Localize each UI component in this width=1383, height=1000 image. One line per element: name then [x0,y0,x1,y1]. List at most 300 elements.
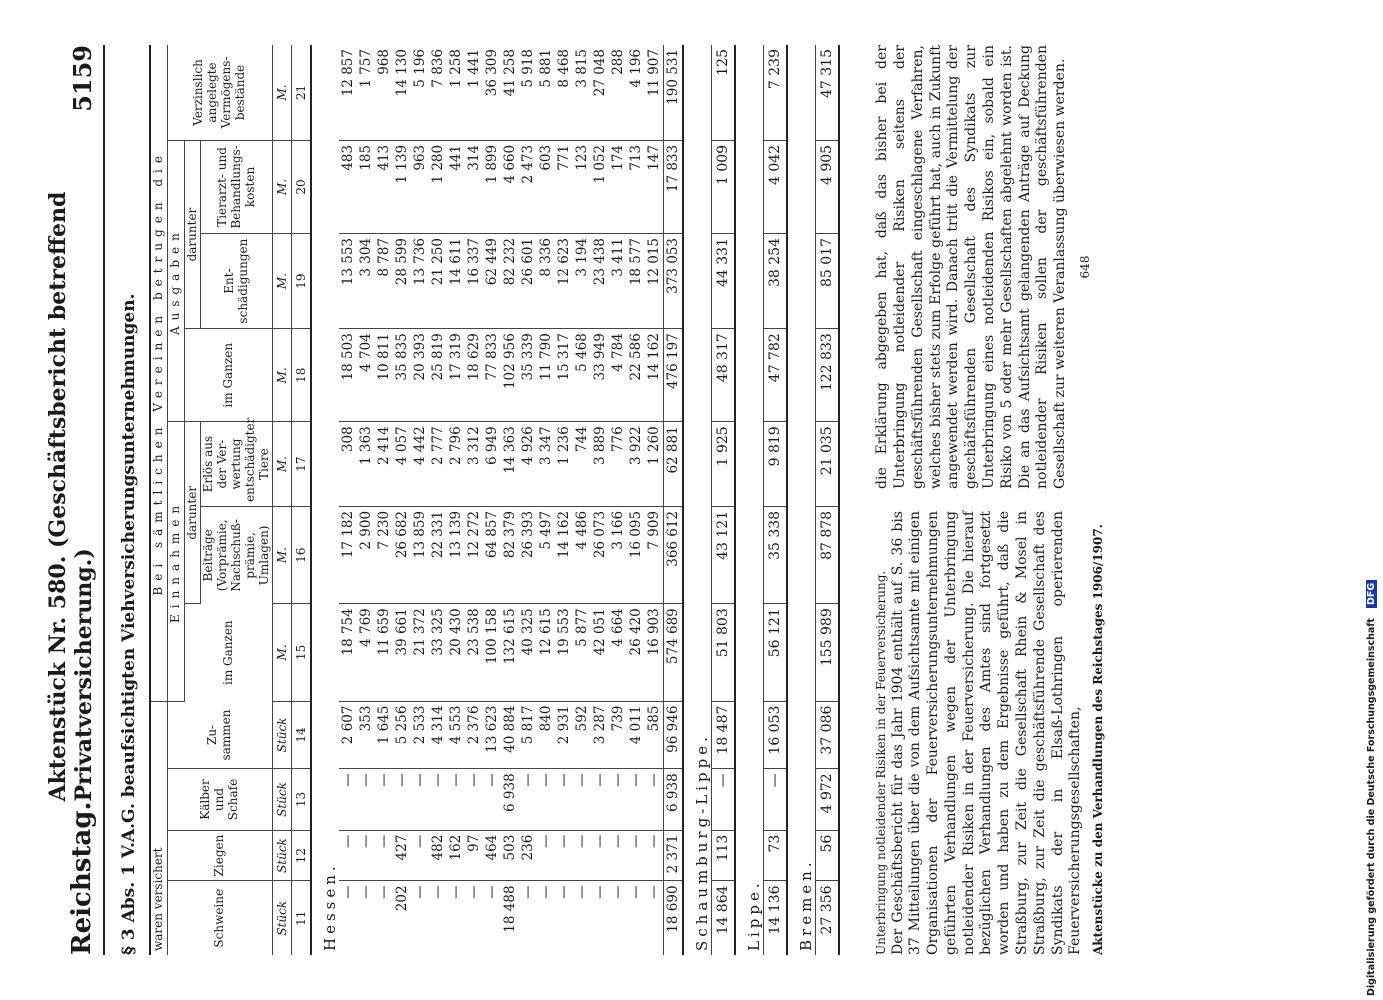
table-cell: 22 331 [429,506,447,603]
table-cell: 1 757 [357,45,375,140]
table-cell: 4 486 [573,506,591,603]
header-versichert: waren versichert [150,701,167,955]
table-cell: 12 623 [555,233,573,328]
table-cell: 42 051 [591,604,609,701]
table-cell: 1 899 [483,140,501,233]
statistics-table [149,45,840,955]
paragraph-right: die Erklärung abgegeben hat, daß das bisher bei der Unterbringung notleidender Risiken seitens der geschäftsführenden Gesellschaft eingeschlagene Verfahren, welches bisher stets zum Erfolge geführt hat, auch in Zukunft angewendet werden wird. Danach tritt die Vermittelung der geschäftsführenden Gesellschaft des Syndikats zur Unterbringung eines notleidenden Risikos ein, sobald ein Risiko von 5 oder mehr Gesellschaften abgelehnt worden ist. Die an das Aufsichtsamt gelangenden Anträge auf Deckung notleidender Risiken sollen der geschäftsführenden Gesellschaft zur weiteren Veranlassung überwiesen werden. [874,45,1069,489]
unit-cell: M. [273,604,292,701]
table-cell: — [556,885,573,899]
table-cell: 47 315 [816,45,840,140]
table-cell: 13 736 [411,233,429,328]
table-cell: 47 782 [764,329,788,422]
table-cell: 56 121 [764,604,788,701]
table-cell: — [610,885,627,899]
table-row [501,45,519,955]
table-cell: — [411,769,429,830]
table-row [712,45,736,955]
table-cell: 11 907 [645,45,664,140]
table-cell: 22 586 [627,329,645,422]
table-cell: 23 538 [465,604,483,701]
table-cell: 15 [292,604,312,701]
table-cell: 35 835 [393,329,411,422]
table-cell: 25 819 [429,329,447,422]
table-cell: 592 [573,701,591,769]
table-cell: 1 280 [429,140,447,233]
table-cell: 7 239 [764,45,788,140]
table-cell: 51 803 [712,604,736,701]
table-cell: 968 [375,45,393,140]
unit-cell: M. [273,329,292,422]
table-cell: — [430,885,447,899]
table-cell: 1 236 [555,422,573,507]
section-title: § 3 Abs. 1 V.A.G. beaufsichtigten Viehversicherungsunternehmungen. [119,293,139,955]
table-cell: — [573,830,591,881]
table-cell: 1 052 [591,140,609,233]
header-verzinslich: Verzinslich angelegte Vermögens- bestände [167,45,273,140]
table-cell: 18 487 [712,701,736,769]
table-cell: — [591,769,609,830]
header-einnahmen-darunter: darunter [184,422,201,604]
table-cell: 574 689 [664,604,684,701]
table-cell: 102 956 [501,329,519,422]
table-cell: 288 [609,45,627,140]
table-cell: 43 121 [712,506,736,603]
table-cell: 5 918 [519,45,537,140]
table-cell: — [357,830,375,881]
table-cell: 123 [573,140,591,233]
table-cell: 13 859 [411,506,429,603]
table-cell: 366 612 [664,506,684,603]
table-cell: — [628,885,645,899]
table-cell: 17 182 [339,506,357,603]
table-cell: — [712,769,736,830]
table-cell: — [591,830,609,881]
table-cell: 6 938 [501,769,519,830]
table-cell: 2 777 [429,422,447,507]
table-cell: 2 796 [447,422,465,507]
table-cell: 14 136 [764,881,788,955]
unit-cell: Stück [273,769,292,830]
table-cell: 11 659 [375,604,393,701]
table-cell: 2 376 [465,701,483,769]
table-cell: — [466,885,483,899]
table-cell: — [645,769,664,830]
table-cell: 35 339 [519,329,537,422]
table-cell: 82 379 [501,506,519,603]
table-cell: 963 [411,140,429,233]
table-cell: 4 442 [411,422,429,507]
header-left: Reichstag. [67,801,97,955]
table-cell: 27 356 [816,881,840,955]
table-cell: 18 503 [339,329,357,422]
header-erloes: Erlös aus der Ver- wertung entschädigter Tiere [201,422,273,507]
table-cell: 132 615 [501,604,519,701]
table-cell: — [627,830,645,881]
table-row [555,45,573,955]
table-cell: 26 682 [393,506,411,603]
header-beitraege: Beiträge (Vorprämie, Nachschuß- prämie, Umlagen) [201,506,273,603]
table-cell: 4 784 [609,329,627,422]
header-ziegen: Ziegen [167,830,273,881]
table-cell: 26 420 [627,604,645,701]
unit-cell: M. [273,140,292,233]
table-cell: 4 926 [519,422,537,507]
page-number: 5159 [68,45,97,112]
region-heading-row [311,45,339,955]
table-cell: 56 [816,830,840,881]
table-cell: 5 256 [393,701,411,769]
table-cell: 5 497 [537,506,555,603]
table-cell: — [340,885,357,899]
table-cell: 1 139 [393,140,411,233]
header-ausgaben: Ausgaben [167,140,184,421]
table-row [357,45,375,955]
table-cell: 4 769 [357,604,375,701]
table-cell: 776 [609,422,627,507]
table-cell: 308 [339,422,357,507]
table-cell: 3 287 [591,701,609,769]
table-cell: 353 [357,701,375,769]
table-cell: 10 811 [375,329,393,422]
page-header [45,45,105,955]
table-cell: — [375,769,393,830]
table-cell: 603 [537,140,555,233]
table-cell: 2 371 [664,830,684,881]
region-heading-row [683,45,712,955]
table-cell: 2 414 [375,422,393,507]
table-cell: 5 817 [519,701,537,769]
table-cell: 82 232 [501,233,519,328]
body-text [874,45,1106,955]
table-cell: 26 073 [591,506,609,603]
table-cell: — [645,830,664,881]
table-cell: 85 017 [816,233,840,328]
table-cell: 1 645 [375,701,393,769]
table-cell: 14 130 [393,45,411,140]
table-cell: 373 053 [664,233,684,328]
table-cell: 3 304 [357,233,375,328]
table-cell: 5 881 [537,45,555,140]
table-cell: 1 925 [712,422,736,507]
table-row [375,45,393,955]
table-cell: — [573,769,591,830]
table-cell: 3 194 [573,233,591,328]
table-cell: 13 139 [447,506,465,603]
table-cell: 62 449 [483,233,501,328]
table-cell: 7 230 [375,506,393,603]
table-cell: 11 790 [537,329,555,422]
table-cell: — [519,769,537,830]
table-cell: 44 331 [712,233,736,328]
table-cell: 21 250 [429,233,447,328]
table-cell: 9 819 [764,422,788,507]
table-cell: 21 [292,45,312,140]
table-cell: — [339,830,357,881]
table-cell: 6 938 [664,769,684,830]
table-cell: 441 [447,140,465,233]
unit-cell: Stück [273,701,292,769]
table-cell: 744 [573,422,591,507]
table-cell: 3 411 [609,233,627,328]
table-cell: 17 [292,422,312,507]
table-cell: 18 577 [627,233,645,328]
table-cell: 2 473 [519,140,537,233]
header-schweine: Schweine [167,881,273,955]
table-cell: — [609,769,627,830]
text-column-right [874,45,1106,489]
table-row [339,45,357,955]
table-cell: 314 [465,140,483,233]
table-cell: 35 338 [764,506,788,603]
table-cell: 41 258 [501,45,519,140]
table-cell: — [609,830,627,881]
table-row [645,45,664,955]
stamp-text: Digitalisierung gefördert durch die Deutsche Forschungsgemeinschaft [1366,618,1377,996]
table-cell: 1 009 [712,140,736,233]
table-cell: 18 690 [664,881,684,955]
table-cell: — [537,769,555,830]
table-cell: 5 877 [573,604,591,701]
table-cell: 2 533 [411,701,429,769]
table-cell: 7 836 [429,45,447,140]
table-cell: 39 661 [393,604,411,701]
table-cell: — [411,830,429,881]
table-cell: 125 [712,45,736,140]
table-cell: 185 [357,140,375,233]
table-cell: 3 347 [537,422,555,507]
table-cell: 14 162 [645,329,664,422]
table-cell: — [574,885,591,899]
table-cell: 2 931 [555,701,573,769]
table-cell: 13 553 [339,233,357,328]
table-cell: — [484,885,501,899]
table-cell: 11 [292,881,312,955]
table-row [429,45,447,955]
table-cell: — [764,769,788,830]
header-einnahmen-im-ganzen: im Ganzen [184,604,273,701]
table-cell: 40 884 [501,701,519,769]
table-cell: 427 [393,830,411,881]
region-name: Bremen. [797,858,816,951]
header-title: Aktenstück Nr. 580. (Geschäftsbericht betreffend Privatversicherung.) [45,191,97,802]
table-cell: 4 057 [393,422,411,507]
table-cell: — [376,885,393,899]
table-cell: — [555,769,573,830]
table-cell: 17 833 [664,140,684,233]
table-cell: 8 468 [555,45,573,140]
table-cell: 4 042 [764,140,788,233]
region-heading-row [787,45,816,955]
table-cell: 174 [609,140,627,233]
table-cell: 155 989 [816,604,840,701]
dfg-logo: DFG [1366,580,1377,608]
table-cell: 18 488 [502,885,519,933]
column-number-row [292,45,312,955]
table-cell: 4 704 [357,329,375,422]
table-cell: 14 864 [712,881,736,955]
table-cell: 12 015 [645,233,664,328]
table-cell: 38 254 [764,233,788,328]
table-cell: — [538,885,555,899]
table-cell: 26 601 [519,233,537,328]
table-cell: 13 623 [483,701,501,769]
table-cell: 13 [292,769,312,830]
table-cell: 12 857 [339,45,357,140]
table-cell: — [555,830,573,881]
table-cell: — [429,769,447,830]
header-zusammen: Zu- sammen [167,701,273,769]
table-row [483,45,501,955]
header-entschaedigungen: Ent- schädigungen [201,233,273,328]
table-cell: 20 393 [411,329,429,422]
table-cell: 113 [712,830,736,881]
table-row [573,45,591,955]
table-cell: 21 372 [411,604,429,701]
table-cell: 1 260 [645,422,664,507]
table-row [764,45,788,955]
table-cell: — [483,769,501,830]
table-cell: — [339,769,357,830]
table-cell: 87 878 [816,506,840,603]
table-cell: — [412,885,429,899]
digitization-stamp [1366,6,1382,996]
table-cell: 190 531 [664,45,684,140]
total-row [664,45,684,955]
table-cell: 64 857 [483,506,501,603]
table-cell: 4 664 [609,604,627,701]
table-row [411,45,429,955]
table-cell: 21 035 [816,422,840,507]
table-cell: 14 162 [555,506,573,603]
table-cell: 16 053 [764,701,788,769]
table-cell: 585 [645,701,664,769]
table-cell: 3 312 [465,422,483,507]
table-cell: 1 363 [357,422,375,507]
table-cell: 3 922 [627,422,645,507]
table-cell: 2 607 [339,701,357,769]
table-cell: 4 011 [627,701,645,769]
table-cell: 16 903 [645,604,664,701]
table-row [816,45,840,955]
table-cell: — [358,885,375,899]
sheet-number: 648 [1077,255,1092,279]
table-body [273,45,840,955]
table-cell: 122 833 [816,329,840,422]
table-row [447,45,465,955]
table-cell: 100 158 [483,604,501,701]
table-cell: 2 900 [357,506,375,603]
table-cell: 33 949 [591,329,609,422]
table-cell: — [646,885,663,899]
unit-cell: M. [273,422,292,507]
table-cell: 96 946 [664,701,684,769]
table-cell: 77 833 [483,329,501,422]
table-cell: 19 553 [555,604,573,701]
table-cell: — [447,769,465,830]
unit-cell: Stück [273,830,292,881]
table-cell: 7 909 [645,506,664,603]
table-cell: 36 309 [483,45,501,140]
table-cell: 4 660 [501,140,519,233]
table-cell: 37 086 [816,701,840,769]
table-cell: 15 317 [555,329,573,422]
region-name: Hessen. [321,862,340,951]
table-row [465,45,483,955]
table-cell: 28 599 [393,233,411,328]
table-cell: — [592,885,609,899]
header-ausgaben-im-ganzen: im Ganzen [184,329,273,422]
region-heading-row [735,45,764,955]
unit-cell: Stück [275,900,290,936]
table-cell: 4 972 [816,769,840,830]
footer-note: Aktenstücke zu den Verhandlungen des Reichstages 1906/1907. [1091,524,1106,955]
table-cell: 18 754 [339,604,357,701]
region-name: Schaumburg-Lippe. [693,733,712,951]
table-cell: 14 [292,701,312,769]
header-bei-saemtlichen: Bei sämtlichen Vereinen betrugen die [150,45,167,701]
table-cell: 12 272 [465,506,483,603]
table-cell: 713 [627,140,645,233]
table-row [393,45,411,955]
table-cell: 202 [394,885,411,912]
unit-cell: M. [273,506,292,603]
table-cell: 12 615 [537,604,555,701]
header-kaelber: Kälber und Schafe [167,769,273,830]
header-ausgaben-darunter: darunter [184,140,201,328]
table-cell: 20 430 [447,604,465,701]
table-cell: 3 815 [573,45,591,140]
table-cell: 73 [764,830,788,881]
table-cell: 4 553 [447,701,465,769]
table-cell: 464 [483,830,501,881]
table-cell: 97 [465,830,483,881]
table-cell: 20 [292,140,312,233]
table-cell: 48 317 [712,329,736,422]
table-cell: 3 166 [609,506,627,603]
table-cell: 18 [292,329,312,422]
table-cell: 5 196 [411,45,429,140]
unit-row [273,45,292,955]
table-row [609,45,627,955]
table-cell: 33 325 [429,604,447,701]
table-cell: 16 337 [465,233,483,328]
table-cell: 1 258 [447,45,465,140]
table-cell: — [448,885,465,899]
text-column-left [874,511,1106,955]
table-cell: 17 319 [447,329,465,422]
text-heading: Unterbringung notleidender Risiken in der Feuerversicherung. [874,570,889,955]
table-row [591,45,609,955]
table-cell: 40 325 [519,604,537,701]
table-cell: 14 611 [447,233,465,328]
header-tierarzt: Tierarzt- und Behandlungs- kosten [201,140,273,233]
table-cell: 5 468 [573,329,591,422]
table-cell: 476 197 [664,329,684,422]
table-cell: — [465,769,483,830]
table-cell: 147 [645,140,664,233]
table-cell: 62 881 [664,422,684,507]
table-cell: 483 [339,140,357,233]
unit-cell: M. [273,233,292,328]
table-cell: 771 [555,140,573,233]
table-cell: — [520,885,537,899]
table-cell: 739 [609,701,627,769]
table-cell: 8 787 [375,233,393,328]
table-cell: 4 196 [627,45,645,140]
table-cell: 26 393 [519,506,537,603]
table-cell: 14 363 [501,422,519,507]
